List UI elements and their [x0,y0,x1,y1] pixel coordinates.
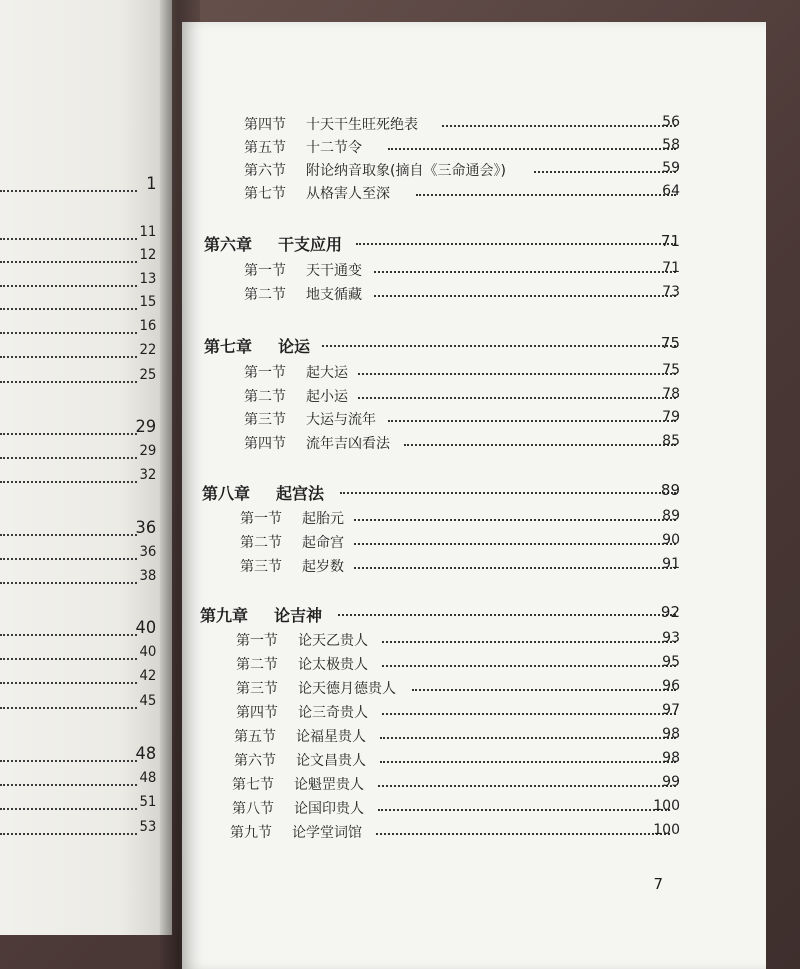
section-title: 起小运 [306,389,348,405]
left-page-number: 1 [146,174,157,194]
chapter-label: 第八章 [202,484,251,503]
section-title: 地支循藏 [306,287,362,303]
left-toc-row [0,294,165,318]
page-ref: 75 [660,334,680,352]
section-title: 起命宫 [302,535,344,551]
section-label: 第一节 [244,365,286,381]
dot-leader [340,492,676,494]
dot-leader [356,243,676,245]
toc-entry [182,702,766,724]
page-ref: 96 [662,678,680,694]
left-page-number: 42 [139,668,157,684]
toc-entry [182,726,766,748]
dot-leader [322,345,676,347]
chapter-title: 论运 [278,337,311,356]
section-label: 第七节 [244,186,286,202]
chapter-title: 起宫法 [276,484,325,503]
left-toc-row [0,568,165,592]
toc-entry [182,822,766,844]
section-label: 第六节 [244,163,286,179]
left-page-number: 48 [139,770,157,786]
left-toc-row [0,794,165,818]
page-number: 7 [653,875,663,893]
section-label: 第七节 [232,777,274,793]
chapter-title: 干支应用 [278,235,343,254]
left-page-number: 45 [139,693,157,709]
toc-chapter [182,481,766,503]
section-title: 论国印贵人 [294,801,364,817]
section-label: 第八节 [232,801,274,817]
toc-chapter [182,232,766,254]
toc-chapter [182,603,766,625]
chapter-label: 第六章 [204,235,253,254]
toc-entry [182,284,766,306]
dot-leader [358,373,676,375]
section-title: 大运与流年 [306,412,376,428]
toc-entry [182,183,766,205]
left-page-number: 38 [139,568,157,584]
left-toc-row [0,247,165,271]
chapter-label: 第九章 [200,606,249,625]
section-title: 论学堂词馆 [292,825,362,841]
toc-entry [182,114,766,136]
section-label: 第九节 [230,825,272,841]
left-page-number: 12 [139,247,157,263]
page-ref: 59 [662,160,680,176]
right-page [182,22,766,969]
section-label: 第二节 [240,535,282,551]
page-ref: 89 [662,508,680,524]
page-ref: 98 [662,726,680,742]
left-toc-row [0,367,165,391]
page-ref: 91 [662,556,680,572]
page-ref: 92 [660,603,680,621]
page-ref: 64 [662,183,680,199]
toc-entry [182,678,766,700]
page-ref: 90 [662,532,680,548]
page-ref: 75 [662,362,680,378]
dot-leader [354,567,676,569]
left-page-number: 29 [135,417,157,437]
left-toc-row [0,174,165,198]
left-page-number: 40 [139,644,157,660]
section-title: 论太极贵人 [298,657,368,673]
toc-entry [182,362,766,384]
dot-leader [378,809,670,811]
page-ref: 79 [662,409,680,425]
section-label: 第四节 [244,436,286,452]
toc-entry [182,386,766,408]
toc-entry [182,409,766,431]
left-toc-row [0,342,165,366]
page-ref: 78 [662,386,680,402]
left-toc-row [0,644,165,668]
left-toc-row [0,618,165,642]
left-page-number: 40 [135,618,157,638]
section-title: 起岁数 [302,559,344,575]
section-label: 第二节 [236,657,278,673]
left-page-number: 36 [135,518,157,538]
page-ref: 98 [662,750,680,766]
section-title: 论福星贵人 [296,729,366,745]
left-toc-row [0,819,165,843]
toc-entry [182,532,766,554]
toc-entry [182,750,766,772]
toc-entry [182,433,766,455]
section-title: 论魁罡贵人 [294,777,364,793]
page-ref: 93 [662,630,680,646]
section-title: 论天德月德贵人 [298,681,396,697]
section-title: 论文昌贵人 [296,753,366,769]
dot-leader [358,397,676,399]
section-label: 第二节 [244,389,286,405]
section-label: 第三节 [244,412,286,428]
toc-entry [182,260,766,282]
toc-entry [182,137,766,159]
left-page-number: 29 [139,443,157,459]
left-toc-row [0,770,165,794]
section-title: 起大运 [306,365,348,381]
section-title: 十天干生旺死绝表 [306,117,418,133]
toc-entry [182,556,766,578]
left-toc-row [0,518,165,542]
chapter-title: 论吉神 [274,606,323,625]
section-title: 从格害人至深 [306,186,390,202]
section-title: 论天乙贵人 [298,633,368,649]
section-title: 流年吉凶看法 [306,436,390,452]
toc-entry [182,630,766,652]
toc-entry [182,798,766,820]
left-toc-row [0,544,165,568]
section-label: 第一节 [240,511,282,527]
section-title: 论三奇贵人 [298,705,368,721]
page-ref: 95 [662,654,680,670]
section-title: 附论纳音取象(摘自《三命通会》) [306,163,506,179]
page-ref: 73 [662,284,680,300]
page-ref: 97 [662,702,680,718]
left-toc-row [0,467,165,491]
left-toc-row [0,318,165,342]
page-ref: 100 [653,798,680,814]
toc-entry [182,508,766,530]
left-page-number: 51 [139,794,157,810]
section-label: 第三节 [236,681,278,697]
left-toc-row [0,443,165,467]
section-label: 第一节 [236,633,278,649]
left-toc-row [0,271,165,295]
section-label: 第一节 [244,263,286,279]
toc-entry [182,654,766,676]
section-label: 第二节 [244,287,286,303]
toc-entry [182,160,766,182]
left-toc-row [0,744,165,768]
page-ref: 71 [662,260,680,276]
section-label: 第三节 [240,559,282,575]
section-title: 起胎元 [302,511,344,527]
section-title: 天干通变 [306,263,362,279]
left-page-number: 13 [139,271,157,287]
dot-leader [354,519,676,521]
left-page-number: 15 [139,294,157,310]
section-label: 第五节 [244,140,286,156]
left-page-number: 53 [139,819,157,835]
page-ref: 71 [660,232,680,250]
section-label: 第四节 [244,117,286,133]
dot-leader [338,614,676,616]
dot-leader [376,833,670,835]
left-page-number: 48 [135,744,157,764]
chapter-label: 第七章 [204,337,253,356]
left-page-number: 32 [139,467,157,483]
dot-leader [354,543,676,545]
page-ref: 99 [662,774,680,790]
toc-entry [182,774,766,796]
page-ref: 89 [660,481,680,499]
left-page [0,0,172,935]
left-toc-row [0,668,165,692]
left-page-number: 25 [139,367,157,383]
left-page-number: 11 [139,224,157,240]
left-toc-row [0,224,165,248]
toc-chapter [182,334,766,356]
page-ref: 56 [662,114,680,130]
left-toc-row [0,417,165,441]
page-ref: 100 [653,822,680,838]
left-page-number: 22 [139,342,157,358]
section-label: 第五节 [234,729,276,745]
section-label: 第六节 [234,753,276,769]
left-page-number: 16 [139,318,157,334]
section-label: 第四节 [236,705,278,721]
section-title: 十二节令 [306,140,362,156]
left-page-number: 36 [139,544,157,560]
page-ref: 85 [662,433,680,449]
page-ref: 58 [662,137,680,153]
left-toc-row [0,693,165,717]
